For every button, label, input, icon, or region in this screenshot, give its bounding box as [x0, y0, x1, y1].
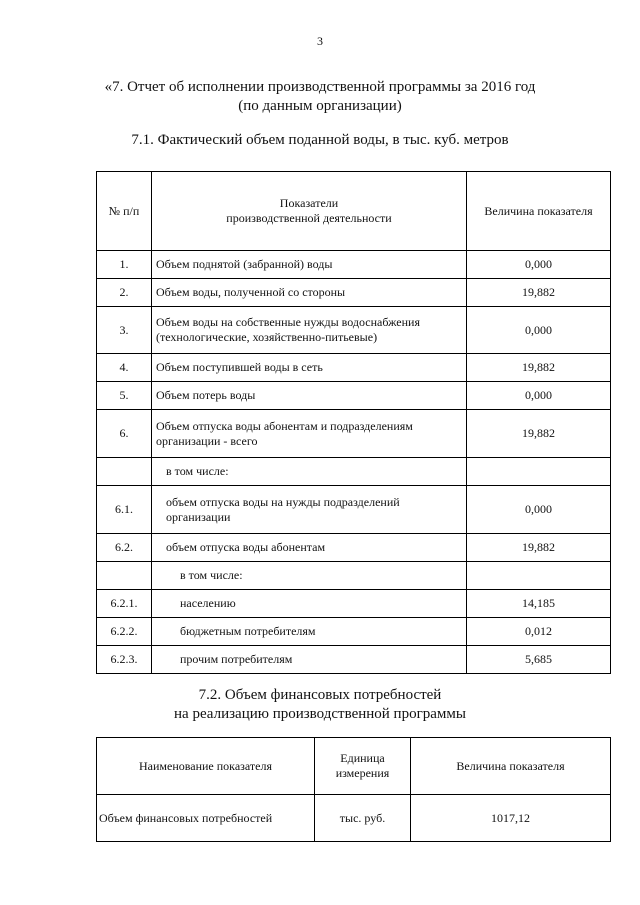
table-row	[97, 562, 611, 590]
row-value: 0,012	[467, 618, 611, 646]
header-value: Величина показателя	[411, 738, 611, 795]
header-name	[152, 172, 467, 251]
header-unit	[315, 738, 411, 795]
row-name: объем отпуска воды абонентам	[152, 534, 467, 562]
page-number: 3	[317, 34, 323, 48]
row-value: 5,685	[467, 646, 611, 674]
row-name: Объем отпуска воды абонентам и подразделениям организации - всего	[152, 410, 467, 458]
row-name: Объем потерь воды	[152, 382, 467, 410]
table-row	[97, 279, 611, 307]
row-value: 19,882	[467, 534, 611, 562]
section-7-2-title	[0, 686, 640, 724]
row-num: 6.	[97, 410, 152, 458]
table-row	[97, 354, 611, 382]
row-name: в том числе:	[152, 562, 467, 590]
row-num: 1.	[97, 251, 152, 279]
row-num	[97, 562, 152, 590]
row-value	[467, 562, 611, 590]
table-row	[97, 307, 611, 354]
row-name: объем отпуска воды на нужды подразделений организации	[152, 486, 467, 534]
row-name: прочим потребителям	[152, 646, 467, 674]
row-num: 4.	[97, 354, 152, 382]
table-row	[97, 795, 611, 842]
row-num	[97, 458, 152, 486]
row-num: 3.	[97, 307, 152, 354]
table-header-row	[97, 738, 611, 795]
row-num: 6.1.	[97, 486, 152, 534]
row-name: Объем воды, полученной со стороны	[152, 279, 467, 307]
row-name: бюджетным потребителям	[152, 618, 467, 646]
water-volume-table	[96, 171, 611, 674]
header-unit-line1: Единица	[340, 751, 385, 765]
row-value: 0,000	[467, 382, 611, 410]
header-name-line2: производственной деятельности	[226, 211, 392, 225]
row-name: Объем воды на собственные нужды водоснабжения (технологические, хозяйственно-питьевые)	[152, 307, 467, 354]
section-7-title-line2: (по данным организации)	[238, 98, 402, 114]
section-7-2-title-line2: на реализацию производственной программы	[174, 706, 466, 722]
row-value: 0,000	[467, 307, 611, 354]
table-row	[97, 618, 611, 646]
table-row	[97, 646, 611, 674]
table-header-row	[97, 172, 611, 251]
row-value: 19,882	[467, 410, 611, 458]
table-row	[97, 251, 611, 279]
row-value	[467, 458, 611, 486]
header-num: № п/п	[97, 172, 152, 251]
table-row	[97, 590, 611, 618]
row-value: 19,882	[467, 279, 611, 307]
table-row	[97, 410, 611, 458]
table-row	[97, 534, 611, 562]
table-row	[97, 458, 611, 486]
table-row	[97, 382, 611, 410]
section-7-2-title-line1: 7.2. Объем финансовых потребностей	[198, 687, 442, 703]
header-unit-line2: измерения	[335, 766, 390, 780]
row-unit: тыс. руб.	[315, 795, 411, 842]
table-row	[97, 486, 611, 534]
row-value: 0,000	[467, 486, 611, 534]
row-value: 1017,12	[411, 795, 611, 842]
header-name-line1: Показатели	[279, 196, 339, 210]
row-num: 2.	[97, 279, 152, 307]
row-name: Объем поступившей воды в сеть	[152, 354, 467, 382]
row-num: 6.2.3.	[97, 646, 152, 674]
financial-needs-table	[96, 737, 611, 842]
row-name: населению	[152, 590, 467, 618]
row-num: 6.2.1.	[97, 590, 152, 618]
row-num: 6.2.2.	[97, 618, 152, 646]
section-7-1-title: 7.1. Фактический объем поданной воды, в тыс. куб. метров	[131, 132, 509, 148]
row-name: в том числе:	[152, 458, 467, 486]
row-value: 19,882	[467, 354, 611, 382]
header-value: Величина показателя	[467, 172, 611, 251]
section-7-title-line1: «7. Отчет об исполнении производственной программы за 2016 год	[104, 79, 536, 95]
row-value: 0,000	[467, 251, 611, 279]
row-name: Объем финансовых потребностей	[97, 795, 315, 842]
row-name: Объем поднятой (забранной) воды	[152, 251, 467, 279]
row-num: 5.	[97, 382, 152, 410]
row-value: 14,185	[467, 590, 611, 618]
section-7-title	[0, 78, 640, 116]
header-name: Наименование показателя	[97, 738, 315, 795]
row-num: 6.2.	[97, 534, 152, 562]
